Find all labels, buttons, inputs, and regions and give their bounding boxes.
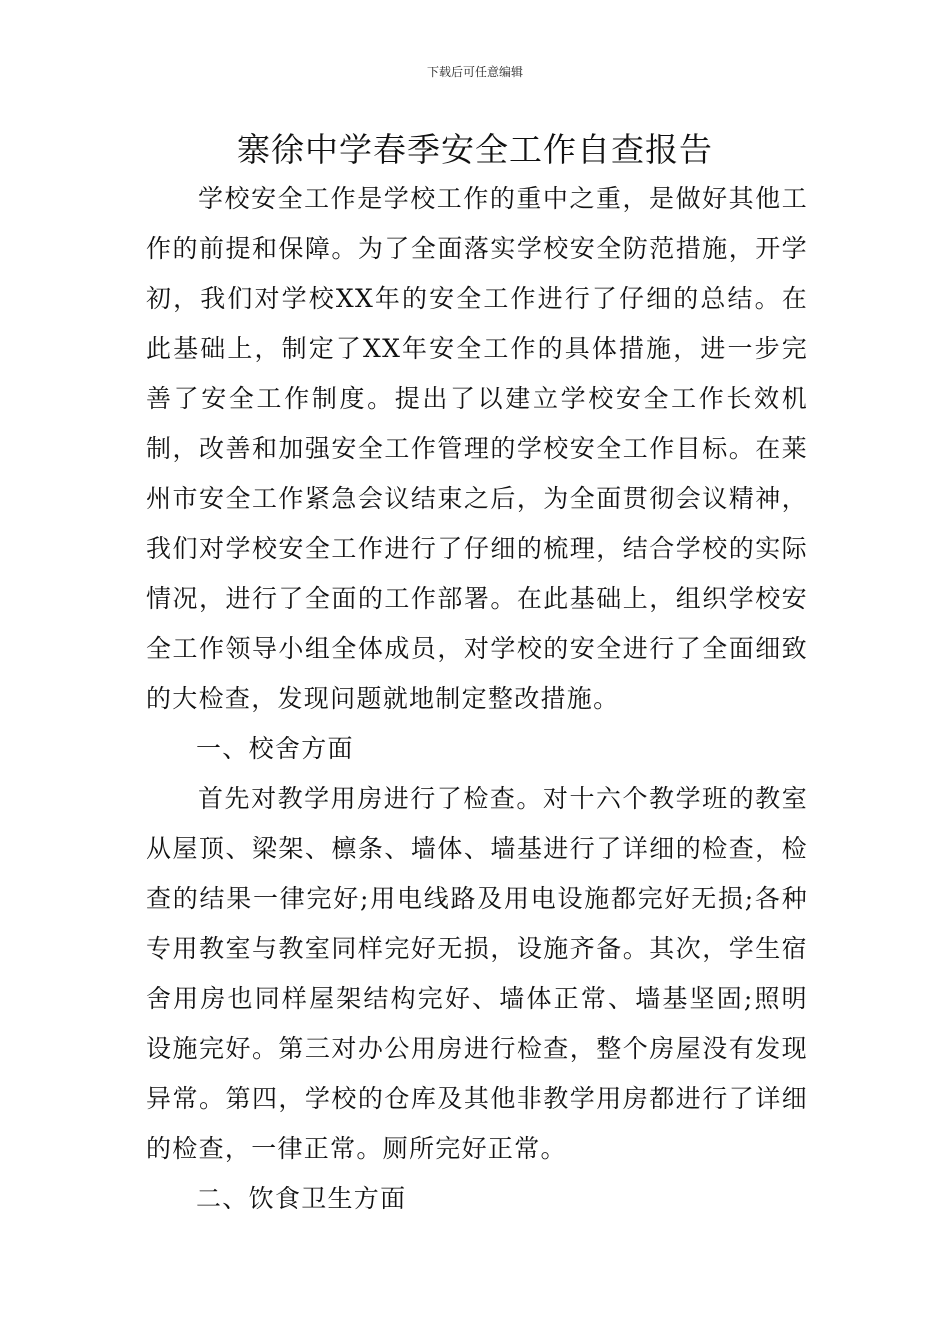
- header-note: 下载后可任意编辑: [426, 65, 523, 79]
- section-paragraph-dormitory: 首先对教学用房进行了检查。对十六个教学班的教室从屋顶、梁架、檩条、墙体、墙基进行了详细的检查，检查的结果一律完好;用电线路及用电设施都完好无损;各种专用教室与教室同样完好无损，设施齐备。其次，学生宿舍用房也同样屋架结构完好、墙体正常、墙基坚固;照明设施完好。第三对办公用房进行检查，整个房屋没有发现异常。第四，学校的仓库及其他非教学用房都进行了详细的检查，一律正常。厕所完好正常。: [146, 784, 808, 1163]
- intro-paragraph: 学校安全工作是学校工作的重中之重，是做好其他工作的前提和保障。为了全面落实学校安全防范措施，开学初，我们对学校XX年的安全工作进行了仔细的总结。在此基础上，制定了XX年安全工作的具体措施，进一步完善了安全工作制度。提出了以建立学校安全工作长效机制，改善和加强安全工作管理的学校安全工作目标。在莱州市安全工作紧急会议结束之后，为全面贯彻会议精神，我们对学校安全工作进行了仔细的梳理，结合学校的实际情况，进行了全面的工作部署。在此基础上，组织学校安全工作领导小组全体成员，对学校的安全进行了全面细致的大检查，发现问题就地制定整改措施。: [146, 184, 808, 713]
- section-heading-food-hygiene: 二、饮食卫生方面: [196, 1184, 407, 1213]
- document-body: [146, 174, 808, 1224]
- section-heading-dormitory: 一、校舍方面: [196, 734, 354, 763]
- document-title: 寨徐中学春季安全工作自查报告: [237, 130, 713, 169]
